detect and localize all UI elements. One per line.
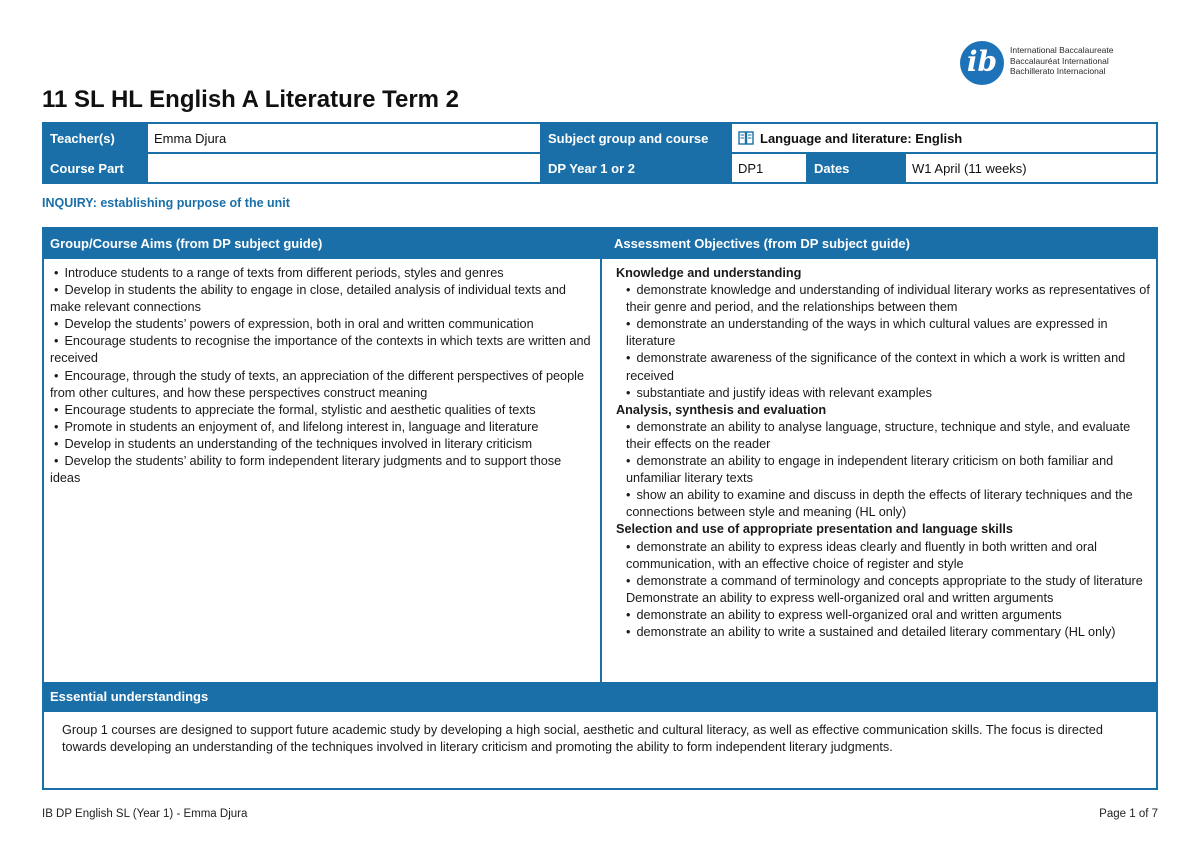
- ib-logo-line: International Baccalaureate: [1010, 45, 1114, 55]
- aims-column: [44, 259, 602, 682]
- aim-item: • Encourage students to appreciate the formal, stylistic and aesthetic qualities of texts: [54, 402, 536, 417]
- objective-item: • show an ability to examine and discuss in depth the effects of literary techniques and the connections between style and meaning (HL only): [626, 488, 1133, 520]
- aim-item: • Promote in students an enjoyment of, and lifelong interest in, language and literature: [54, 419, 539, 434]
- aim-item: • Develop the students’ ability to form independent literary judgments and to support those ideas: [50, 454, 562, 486]
- objective-item: • demonstrate a command of terminology and concepts appropriate to the study of literature Demonstrate an ability to express well-organized oral and written arguments: [626, 573, 1143, 605]
- objective-section-title: Analysis, synthesis and evaluation: [616, 402, 827, 417]
- ib-logo-text: [1010, 45, 1114, 77]
- objective-item: • demonstrate an understanding of the ways in which cultural values are expressed in literature: [626, 317, 1108, 349]
- objective-item: • demonstrate an ability to engage in independent literary criticism on both familiar and unfamiliar literary texts: [626, 454, 1114, 486]
- objective-item: • demonstrate knowledge and understanding of individual literary works as representatives of their genre and period, and the relationships between them: [626, 283, 1150, 315]
- book-icon: [738, 131, 754, 145]
- dp-year-label: DP Year 1 or 2: [541, 153, 731, 183]
- inquiry-heading: INQUIRY: establishing purpose of the unit: [42, 196, 290, 210]
- subject-value-text: Language and literature: English: [760, 130, 963, 146]
- objective-section-title: Selection and use of appropriate presentation and language skills: [616, 522, 1013, 537]
- objective-item: • demonstrate an ability to write a sustained and detailed literary commentary (HL only): [626, 624, 1116, 639]
- objectives-heading: Assessment Objectives (from DP subject guide): [602, 229, 1156, 259]
- ib-logo-mark: ib: [960, 41, 1004, 85]
- aim-item: • Encourage students to recognise the importance of the contexts in which texts are written and received: [50, 334, 591, 366]
- ib-logo-line: Baccalauréat International: [1010, 55, 1109, 66]
- subject-value: [731, 123, 1157, 153]
- unit-header-table: [42, 122, 1158, 184]
- objective-item: • demonstrate an ability to express well-organized oral and written arguments: [626, 607, 1062, 622]
- aim-item: • Develop in students the ability to engage in close, detailed analysis of individual texts and make relevant connections: [50, 283, 566, 315]
- ib-logo-line: Bachillerato Internacional: [1010, 66, 1106, 76]
- objective-item: • demonstrate awareness of the significance of the context in which a work is written and received: [626, 351, 1126, 383]
- aims-heading: Group/Course Aims (from DP subject guide): [44, 229, 602, 259]
- essential-body: Group 1 courses are designed to support future academic study by developing a high social, aesthetic and cultural literacy, as well as effective communication skills. The focus is directed towards developing an understanding of the techniques involved in literary criticism and promoting the ability to form independent literary judgments.: [62, 723, 1103, 754]
- aim-item: • Develop the students’ powers of expression, both in oral and written communication: [54, 317, 534, 332]
- course-part-value: [147, 153, 541, 183]
- dates-value: W1 April (11 weeks): [905, 153, 1157, 183]
- aim-item: • Introduce students to a range of texts from different periods, styles and genres: [54, 266, 504, 280]
- dates-label: Dates: [807, 153, 905, 183]
- aims-objectives-row: [44, 259, 1156, 682]
- dp-year-value: DP1: [731, 153, 807, 183]
- column-headings: [44, 229, 1156, 259]
- footer-document-name: IB DP English SL (Year 1) - Emma Djura: [42, 808, 248, 820]
- aim-item: • Develop in students an understanding of the techniques involved in literary criticism: [54, 436, 533, 451]
- ib-logo: [960, 41, 1160, 89]
- aim-item: • Encourage, through the study of texts, an appreciation of the different perspectives of people from other cultures, and how these perspectives construct meaning: [50, 368, 585, 400]
- objective-item: • demonstrate an ability to analyse language, structure, technique and style, and evaluate their effects on the reader: [626, 419, 1131, 451]
- unit-content-table: [42, 227, 1158, 790]
- subject-label: Subject group and course: [541, 123, 731, 153]
- page-title: 11 SL HL English A Literature Term 2: [42, 86, 460, 113]
- essential-heading: Essential understandings: [44, 682, 1156, 712]
- teacher-value: Emma Djura: [147, 123, 541, 153]
- objective-section-title: Knowledge and understanding: [616, 266, 802, 280]
- objective-item: • substantiate and justify ideas with relevant examples: [626, 385, 932, 400]
- teacher-label: Teacher(s): [43, 123, 147, 153]
- objective-item: • demonstrate an ability to express ideas clearly and fluently in both written and oral communication, with an effective choice of register and style: [626, 539, 1097, 571]
- footer-page-number: Page 1 of 7: [1099, 808, 1158, 820]
- objectives-column: [602, 259, 1156, 682]
- course-part-label: Course Part: [43, 153, 147, 183]
